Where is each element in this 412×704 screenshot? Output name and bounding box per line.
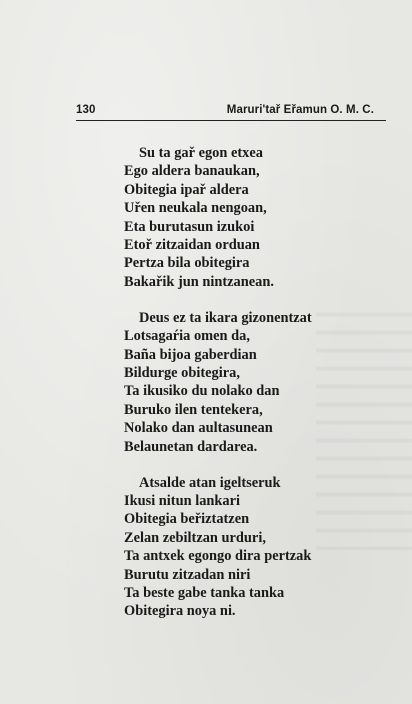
poem-line: Ta antxek egongo dira pertzak [124, 548, 312, 565]
poem-line: Lotsagaŕia omen da, [124, 328, 250, 345]
poem-line: Su ta gař egon etxea [139, 145, 263, 161]
poem-line: Burutu zitzadan niri [124, 566, 251, 583]
poem-line: Bakařik jun nintzanean. [124, 273, 274, 290]
stanza-2 [124, 309, 394, 456]
stanza-1 [124, 144, 394, 291]
poem-line: Etoř zitzaidan orduan [124, 237, 260, 254]
poem-line: Eta burutasun izukoi [124, 218, 255, 235]
poem-line: Belaunetan dardarea. [124, 438, 258, 455]
poem-line: Nolako dan aultasunean [124, 420, 273, 437]
poem-line: Deus ez ta ikara gizonentzat [139, 309, 312, 326]
header-rule [76, 120, 386, 121]
poem-line: Atsalde atan igeltseruk [139, 474, 281, 491]
poem [124, 144, 394, 638]
poem-line: Buruko ilen tentekera, [124, 401, 263, 418]
page-number: 130 [76, 104, 96, 116]
stanza-3 [124, 474, 394, 621]
poem-line: Baña bijoa gaberdian [124, 346, 257, 363]
page-header [76, 104, 386, 120]
poem-line: Obitegira noya ni. [124, 603, 236, 620]
poem-line: Ego aldera banaukan, [124, 163, 260, 180]
running-head: Maruri'tař Eřamun O. M. C. [226, 104, 374, 116]
poem-line: Bildurge obitegira, [124, 364, 240, 381]
poem-line: Obitegia ipař aldera [124, 181, 249, 198]
poem-line: Ta ikusiko du nolako dan [124, 383, 280, 400]
poem-line: Ikusi nitun lankari [124, 492, 240, 509]
poem-line: Ta beste gabe tanka tanka [124, 584, 285, 601]
poem-line: Zelan zebiltzan urduri, [124, 529, 266, 546]
poem-line: Pertza bila obitegira [124, 255, 250, 272]
poem-line: Uřen neukala nengoan, [124, 200, 267, 217]
poem-line: Obitegia beřiztatzen [124, 511, 250, 528]
